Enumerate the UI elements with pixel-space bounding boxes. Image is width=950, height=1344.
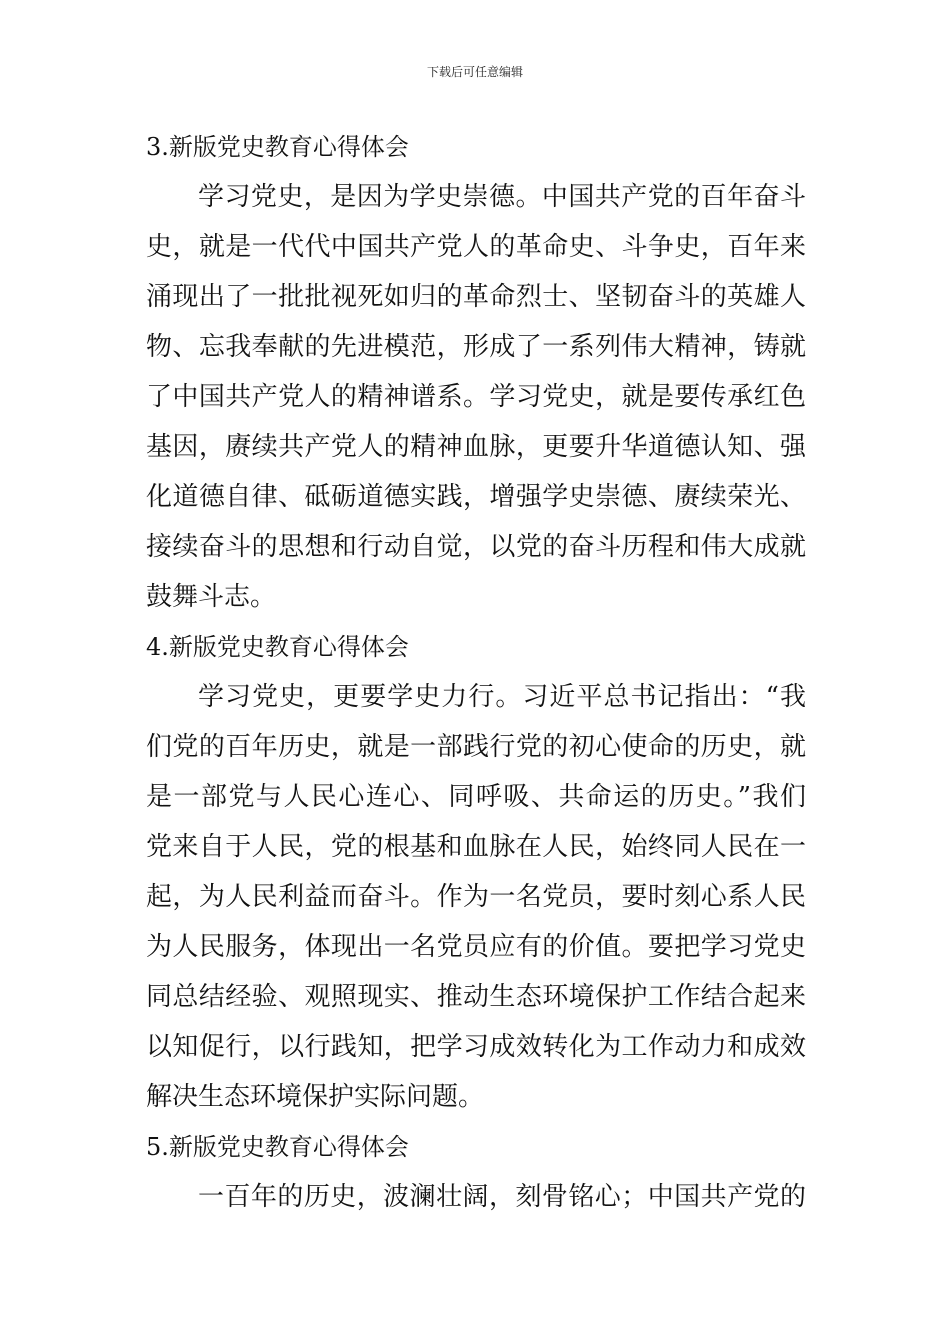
paragraph-line: 解决生态环境保护实际问题。	[146, 1082, 485, 1112]
paragraph-line: 们党的百年历史，就是一部践行党的初心使命的历史，就	[146, 732, 806, 762]
document-body	[146, 122, 806, 1222]
page-header-note: 下载后可任意编辑	[426, 65, 523, 79]
paragraph-line: 鼓舞斗志。	[146, 582, 277, 612]
paragraph-line: 以知促行，以行践知，把学习成效转化为工作动力和成效	[146, 1032, 806, 1062]
paragraph-line: 一百年的历史，波澜壮阔，刻骨铭心；中国共产党的	[198, 1182, 806, 1212]
paragraph-line: 涌现出了一批批视死如归的革命烈士、坚韧奋斗的英雄人	[146, 282, 806, 312]
paragraph-line: 接续奋斗的思想和行动自觉，以党的奋斗历程和伟大成就	[146, 532, 806, 562]
paragraph-line: 了中国共产党人的精神谱系。学习党史，就是要传承红色	[146, 382, 806, 412]
paragraph-line: 同总结经验、观照现实、推动生态环境保护工作结合起来	[146, 982, 806, 1012]
section-heading: 5.新版党史教育心得体会	[146, 1133, 409, 1161]
paragraph-line: 是一部党与人民心连心、同呼吸、共命运的历史。”我们	[146, 782, 806, 812]
paragraph-line: 党来自于人民，党的根基和血脉在人民，始终同人民在一	[146, 832, 806, 862]
paragraph-line: 学习党史，更要学史力行。习近平总书记指出：“我	[198, 682, 806, 712]
paragraph-line: 化道德自律、砥砺道德实践，增强学史崇德、赓续荣光、	[146, 482, 806, 512]
section-heading: 3.新版党史教育心得体会	[146, 133, 409, 161]
paragraph-line: 史，就是一代代中国共产党人的革命史、斗争史，百年来	[146, 232, 806, 262]
paragraph-line: 学习党史，是因为学史崇德。中国共产党的百年奋斗	[198, 182, 806, 212]
paragraph-line: 物、忘我奉献的先进模范，形成了一系列伟大精神，铸就	[146, 332, 806, 362]
paragraph-line: 基因，赓续共产党人的精神血脉，更要升华道德认知、强	[146, 432, 806, 462]
section-heading: 4.新版党史教育心得体会	[146, 633, 409, 661]
paragraph-line: 为人民服务，体现出一名党员应有的价值。要把学习党史	[146, 932, 806, 962]
paragraph-line: 起，为人民利益而奋斗。作为一名党员，要时刻心系人民	[146, 882, 806, 912]
